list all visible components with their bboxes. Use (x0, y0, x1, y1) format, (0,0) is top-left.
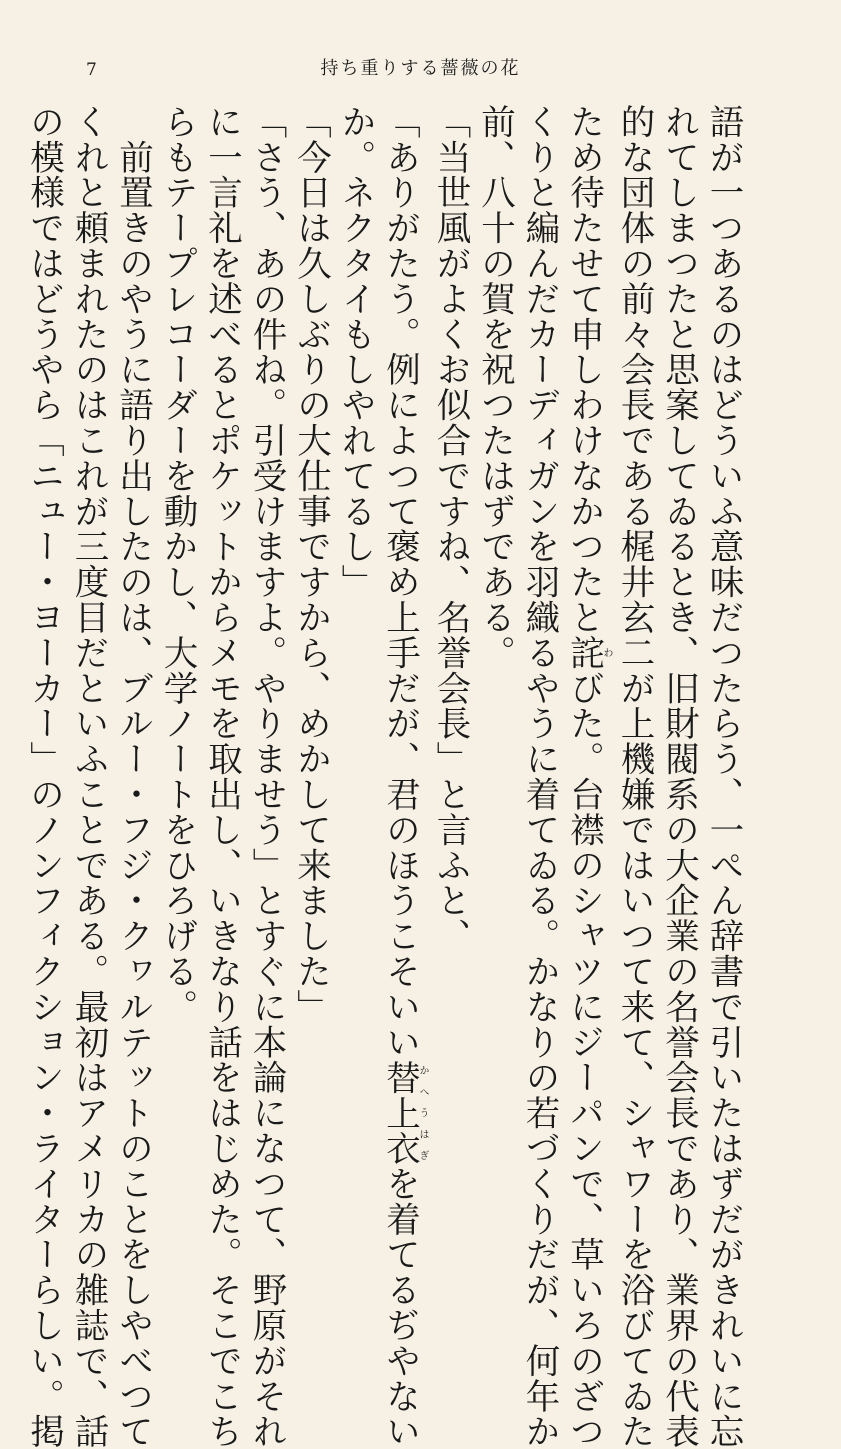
text-span: 「ありがたう。例によつて褒め上手だが、君のほうこそいい (379, 104, 420, 1060)
text-line: に一言礼を述べるとポケットからメモを取出し、いきなり話をはじめた。そこでこち (201, 104, 242, 1449)
ruby-annotation (379, 1059, 428, 1167)
text-line: 前、八十の賀を祝つたはずである。 (474, 104, 515, 671)
text-line: 語が一つあるのはどういふ意味だつたらう、一ぺん辞書で引いたはずだがきれいに忘 (703, 104, 743, 1449)
ruby-base: 詫 (563, 635, 604, 671)
text-line: くりと編んだカーディガンを羽織るやうに着てゐる。かなりの若づくりだが、何年か (519, 104, 559, 1449)
ruby-reading: わ (601, 635, 612, 671)
text-line: 「さう、あの件ね。引受けますよ。やりませう」とすぐに本論になつて、野原がそれ (246, 104, 286, 1449)
text-line: 「今日は久しぶりの大仕事ですから、めかして来ました」 (290, 104, 331, 1025)
text-span: ため待たせて申しわけなかつたと (563, 104, 604, 635)
text-span: を着てるぢやない (379, 1166, 420, 1449)
text-line: か。ネクタイもしやれてるし」 (335, 104, 375, 600)
text-span: びた。台襟のシャツにジーパンで、草いろのざつ (563, 670, 604, 1449)
page-number: 7 (86, 60, 97, 80)
text-line: 前置きのやうに語り出したのは、ブルー・フジ・クヮルテットのことをしやべつて (112, 104, 153, 1449)
text-line: 的な団体の前々会長である梶井玄二が上機嫌ではいつて来て、シャワーを浴びてゐた (614, 104, 654, 1449)
text-line: らもテープレコーダーを動かし、大学ノートをひろげる。 (157, 104, 197, 1025)
ruby-reading: かへうはぎ (417, 1059, 428, 1166)
vertical-body-text (21, 104, 745, 1449)
ruby-annotation (563, 635, 612, 671)
text-line: の模様ではどうやら「ニュー・ヨーカー」のノンフィクション・ライターらしい。掲 (23, 104, 64, 1449)
running-title: 持ち重りする薔薇の花 (320, 58, 521, 79)
text-line: くれと頼まれたのはこれが三度目だといふことである。最初はアメリカの雑誌で、話 (68, 104, 108, 1449)
text-line: 「当世風がよくお似合ですね、名誉会長」と言ふと、 (430, 104, 470, 954)
ruby-base: 替上衣 (379, 1059, 420, 1167)
text-line (561, 104, 612, 1449)
text-line: れてしまつたと思案してゐるとき、旧財閥系の大企業の名誉会長であり、業界の代表 (658, 104, 699, 1449)
text-line (377, 104, 428, 1449)
